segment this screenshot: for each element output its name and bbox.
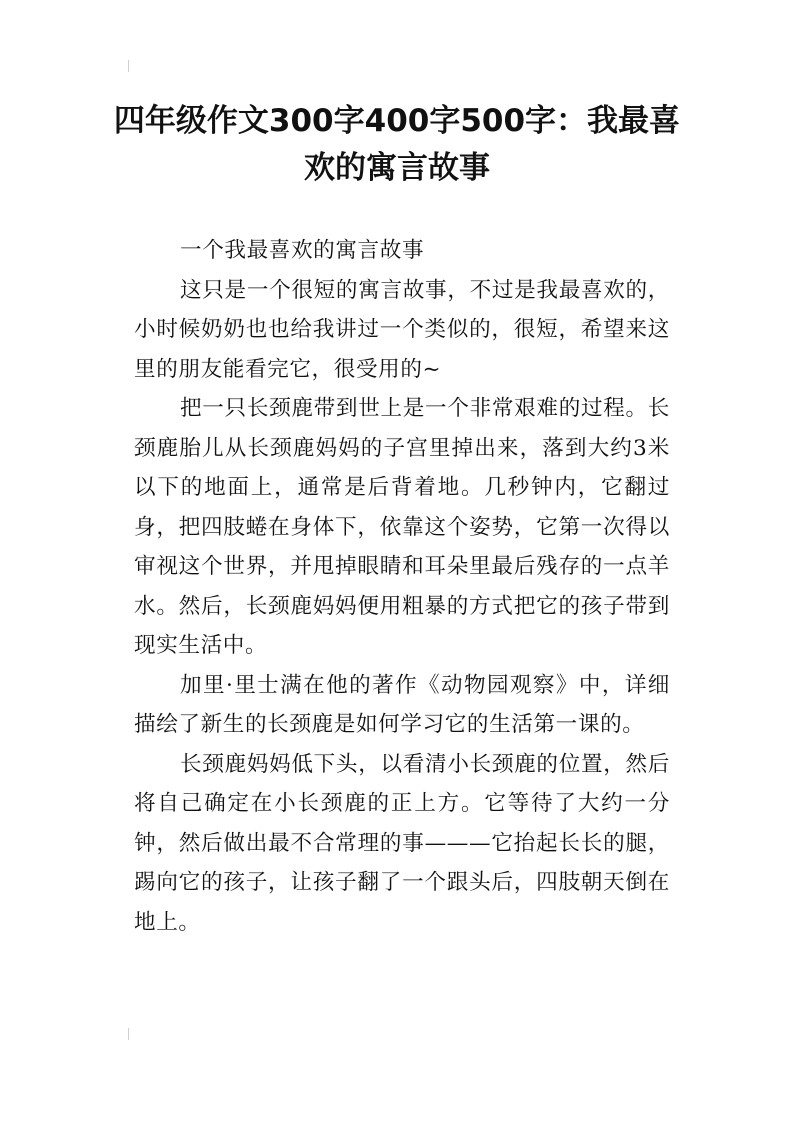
- paragraph: 把一只长颈鹿带到世上是一个非常艰难的过程。长颈鹿胎儿从长颈鹿妈妈的子宫里掉出来，落到大约3米以下的地面上，通常是后背着地。几秒钟内，它翻过身，把四肢蜷在身体下，依靠这个姿势，它第一次得以审视这个世界，并甩掉眼睛和耳朵里最后残存的一点羊水。然后，长颈鹿妈妈便用粗暴的方式把它的孩子带到现实生活中。: [134, 396, 670, 658]
- paragraph-heading: 一个我最喜欢的寓言故事: [180, 238, 425, 263]
- paragraph: 这只是一个很短的寓言故事，不过是我最喜欢的，小时候奶奶也也给我讲过一个类似的，很短，希望来这里的朋友能看完它，很受用的~: [134, 277, 670, 382]
- document-title: 四年级作文300字400字500字：我最喜欢的寓言故事: [113, 103, 681, 186]
- paragraph: 长颈鹿妈妈低下头，以看清小长颈鹿的位置，然后将自己确定在小长颈鹿的正上方。它等待了大约一分钟，然后做出最不合常理的事———它抬起长长的腿，踢向它的孩子，让孩子翻了一个跟头后，四肢朝天倒在地上。: [134, 751, 670, 935]
- corner-mark-top: [128, 60, 137, 72]
- paragraph: 加里·里士满在他的著作《动物园观察》中，详细描绘了新生的长颈鹿是如何学习它的生活第一课的。: [134, 672, 670, 737]
- document-body: [134, 231, 670, 942]
- corner-mark-bottom: [128, 1028, 137, 1040]
